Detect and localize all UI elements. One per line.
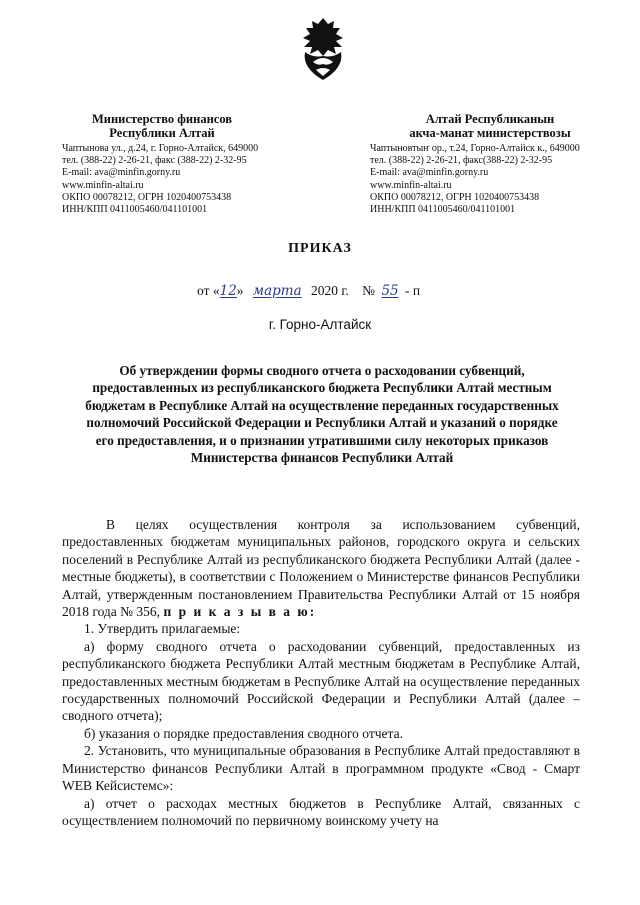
org-name-line1: Министерство финансов <box>91 112 233 126</box>
coat-of-arms-icon <box>298 16 348 82</box>
date-prefix: от « <box>197 283 220 298</box>
inn: ИНН/КПП 0411005460/041101001 <box>62 204 208 216</box>
paragraph-6: а) отчет о расходах местных бюджетов в Республике Алтай, связанных с осуществлением полномочий по первичному воинскому учету на <box>62 795 580 828</box>
phone: тел. (388-22) 2-26-21, факс(388-22) 2-32-95 <box>370 155 553 167</box>
paragraph-2: 1. Утвердить прилагаемые: <box>84 621 241 637</box>
website: www.minfin-altai.ru <box>370 179 452 191</box>
order-date-line <box>197 283 420 299</box>
org-name-line2: Республики Алтай <box>109 126 215 140</box>
address: Чаптынова ул., д.24, г. Горно-Алтайск, 649000 <box>62 143 259 154</box>
number-suffix: - п <box>405 283 421 298</box>
order-number: 55 <box>381 283 399 299</box>
paragraph-1 <box>62 516 580 620</box>
org-name-line2: акча-манат министерствозы <box>409 126 571 140</box>
date-month: марта <box>252 283 302 299</box>
paragraph-3: а) форму сводного отчета о расходовании субвенций, предоставленных из республиканского бюджета Республики Алтай местным бюджетам в Республике Алтай, предоставленных местным бюджетам в Республике Алтай на осуществление переданных государственных полномочий Российской Федерации и Республики Алтай (далее – сводного отчета); <box>62 638 580 724</box>
order-heading: Об утверждении формы сводного отчета о расходовании субвенций, предоставленных из республиканского бюджета Республики Алтай местным бюджетам в Республике Алтай на осуществление переданных государственных полномочий Российской Федерации и Республики Алтай и указаний о порядке его предоставления, и о признании утратившими силу некоторых приказов Министерства финансов Республики Алтай <box>85 363 559 466</box>
paragraph-4: б) указания о порядке предоставления сводного отчета. <box>84 725 403 741</box>
city: г. Горно-Алтайск <box>268 317 372 332</box>
org-name-line1: Алтай Республиканын <box>425 112 555 126</box>
website: www.minfin-altai.ru <box>62 179 144 191</box>
email: E-mail: ava@minfin.gorny.ru <box>370 167 489 179</box>
inn: ИНН/КПП 0411005460/041101001 <box>370 204 516 216</box>
header-right-block <box>370 112 618 216</box>
okpo: ОКПО 00078212, ОГРН 1020400753438 <box>62 191 232 203</box>
order-word: п р и к а з ы в а ю: <box>163 604 317 620</box>
number-label: № <box>362 283 376 298</box>
date-day: 12 <box>219 283 237 299</box>
address: Чаптыновтыҥ ор., т.24, Горно-Алтайск к., 649000 <box>370 143 580 154</box>
paragraph-5: 2. Установить, что муниципальные образования в Республике Алтай предоставляют в Министерство финансов Республики Алтай в программном продукте «Свод - Смарт WEB Кейсистемс»: <box>62 743 580 794</box>
okpo: ОКПО 00078212, ОГРН 1020400753438 <box>370 191 540 203</box>
document-title: ПРИКАЗ <box>288 241 352 256</box>
header-left-block <box>62 112 304 216</box>
email: E-mail: ava@minfin.gorny.ru <box>62 167 181 179</box>
document-body <box>62 516 580 829</box>
phone: тел. (388-22) 2-26-21, факс (388-22) 2-32-95 <box>62 155 247 167</box>
date-mid: » <box>236 283 244 298</box>
paragraph-1-text: В целях осуществления контроля за использованием субвенций, предоставленных бюджетам муниципальных районов, городского округа и сельских поселений в Республике Алтай из республиканского бюджета Республики Алтай (далее - местные бюджеты), в соответствии с Положением о Министерстве финансов Республики Алтай, утвержденным постановлением Правительства Республики Алтай от 15 ноября 2018 года № 356, <box>62 517 580 620</box>
date-year: 2020 г. <box>311 283 349 298</box>
